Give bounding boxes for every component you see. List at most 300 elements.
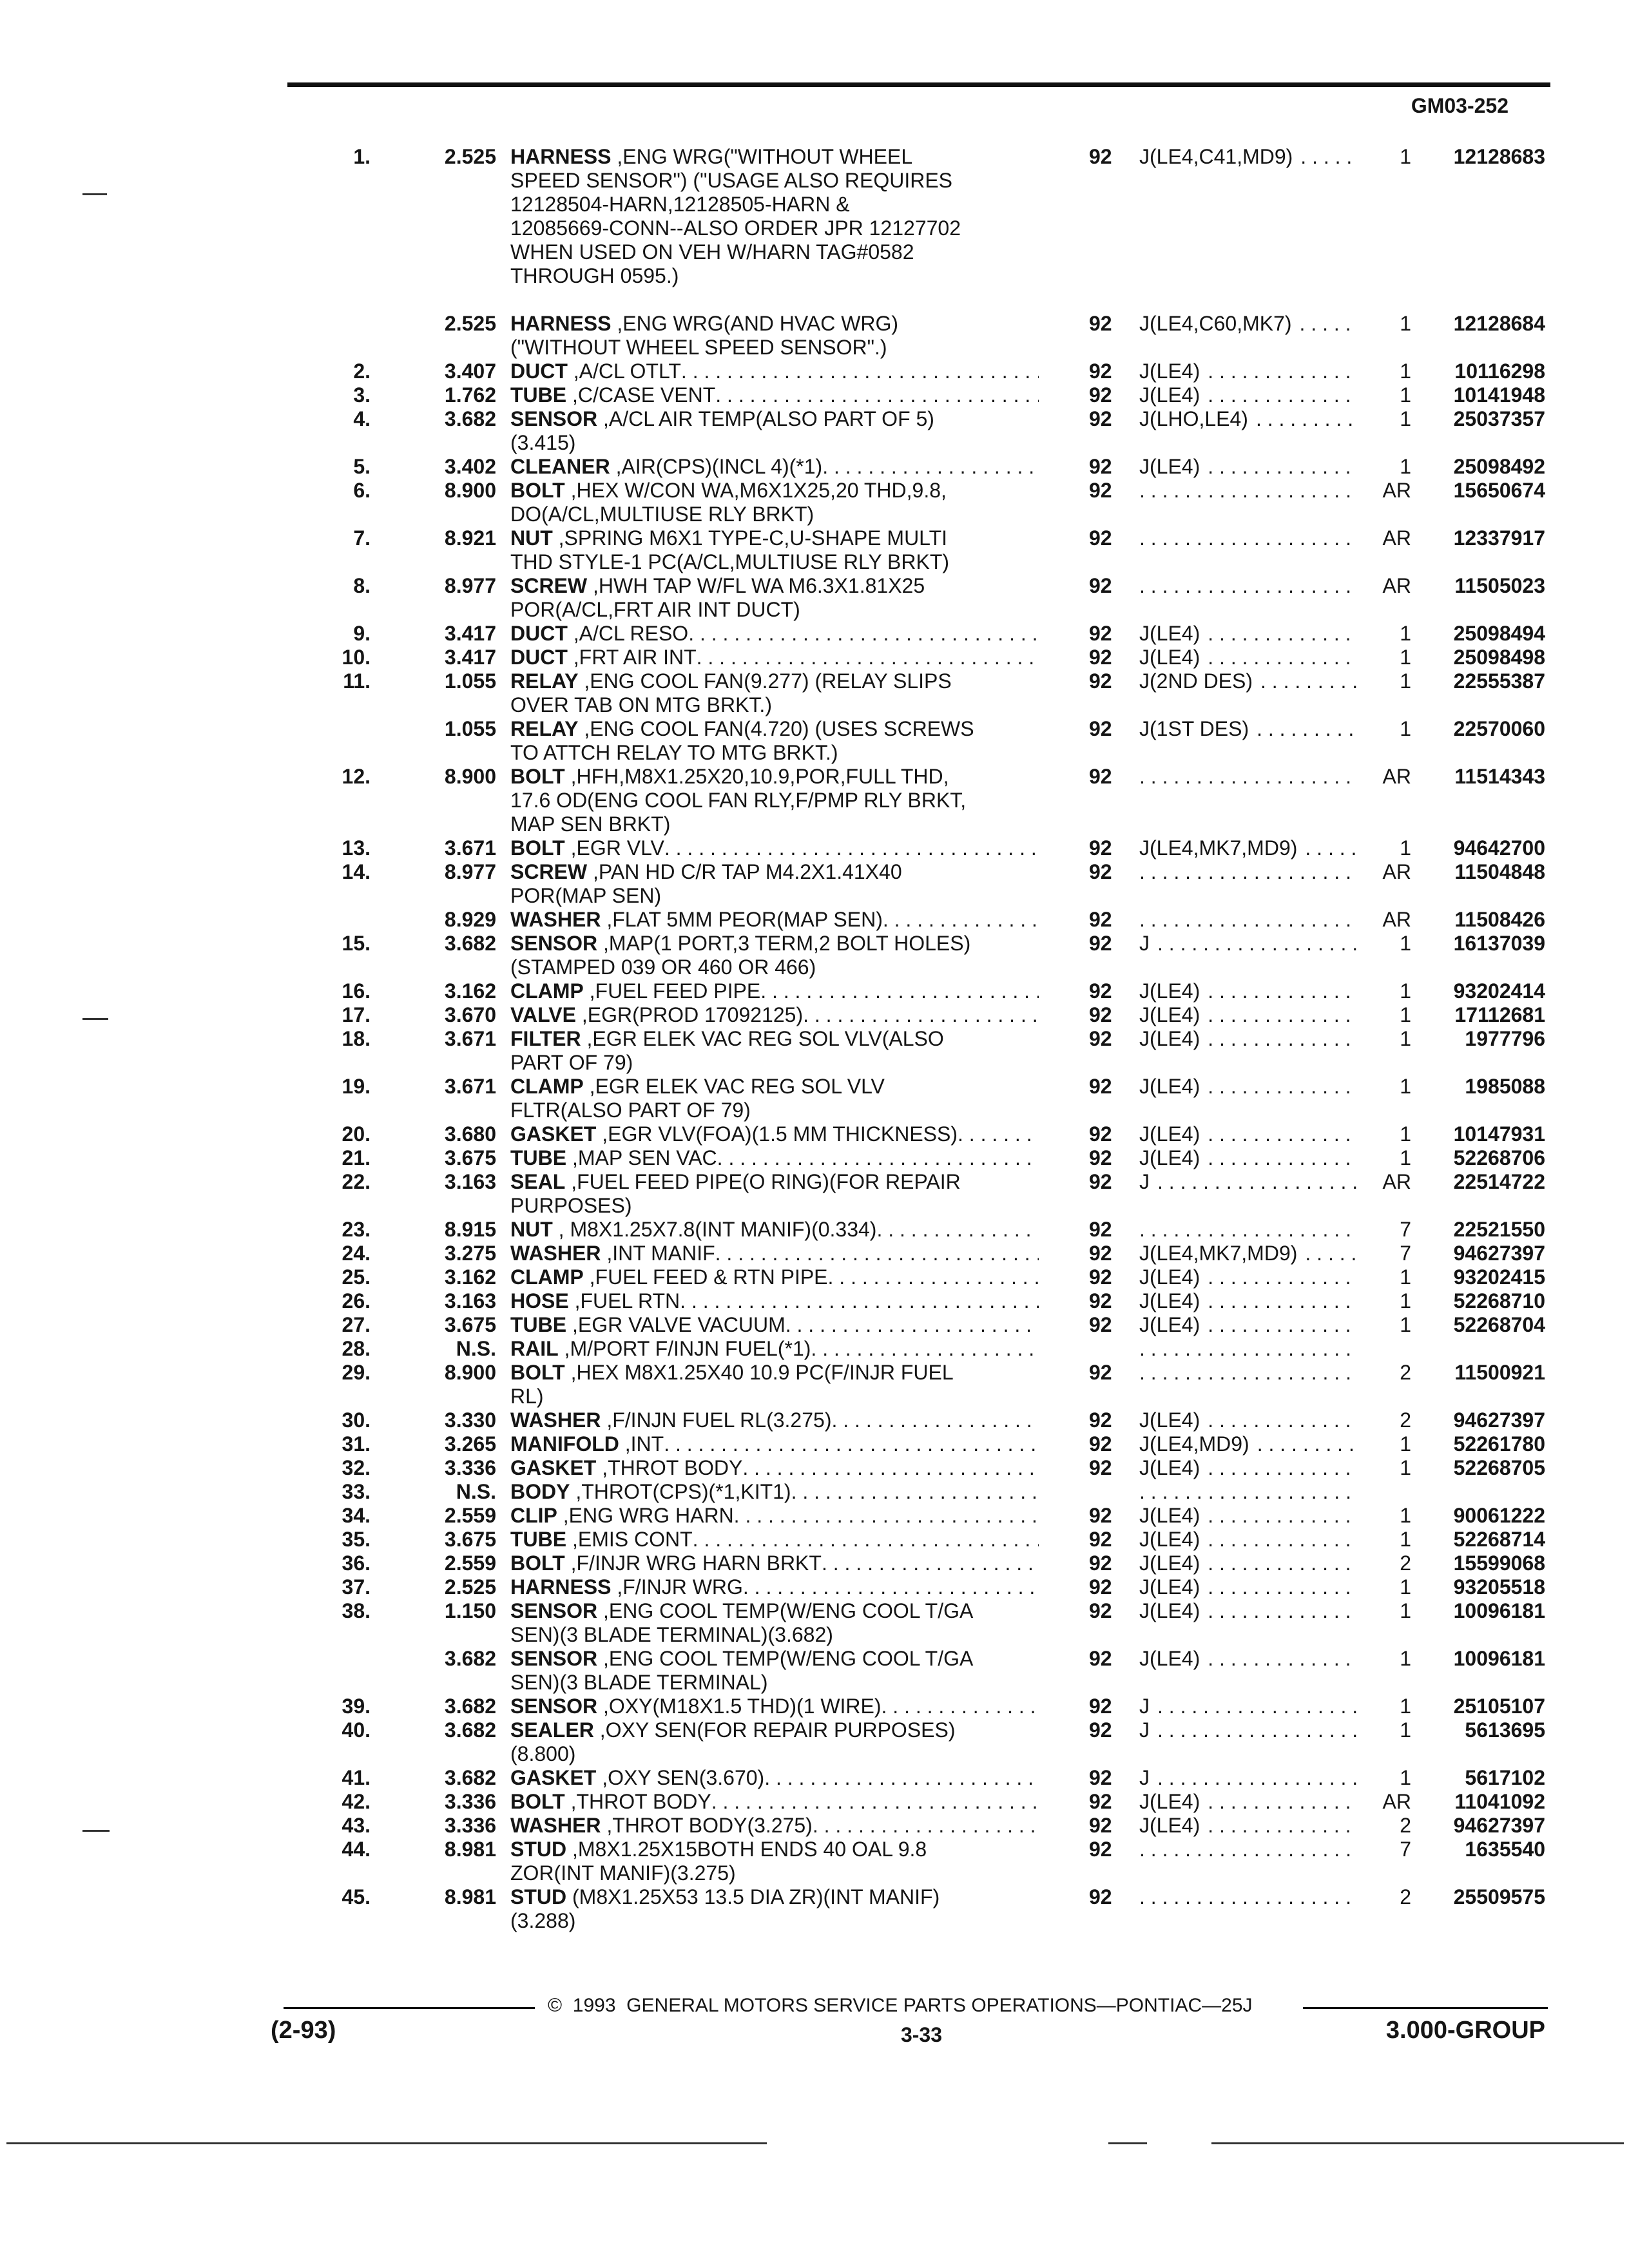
leader-dots — [1200, 1504, 1358, 1528]
part-detail: ,FUEL FEED & RTN PIPE — [583, 1265, 828, 1289]
margin-mark — [82, 193, 107, 195]
application-code: J(LE4,C41,MD9) — [1139, 145, 1293, 168]
part-entry — [0, 1504, 1629, 1528]
part-detail: ,THROT(CPS)(*1,KIT1) — [570, 1480, 791, 1503]
quantity: 1 — [1400, 1695, 1411, 1718]
part-number: 16137039 — [1453, 932, 1545, 955]
part-description — [510, 1790, 1039, 1814]
application-code: J(LE4) — [1139, 1122, 1200, 1146]
group-number: 1.055 — [444, 669, 496, 693]
leader-dots — [697, 646, 1039, 669]
model-year: 92 — [1089, 455, 1112, 478]
leader-dots — [711, 1790, 1039, 1814]
leader-dots — [811, 1337, 1039, 1361]
leader-dots — [882, 1695, 1039, 1718]
part-detail: ,ENG WRG(AND HVAC WRG) — [611, 312, 899, 335]
quantity: 1 — [1400, 360, 1411, 383]
item-number: 23. — [342, 1218, 371, 1241]
group-number: 3.275 — [444, 1242, 496, 1265]
group-number: 3.417 — [444, 646, 496, 669]
part-detail: ,A/CL OTLT — [567, 360, 681, 383]
quantity: 1 — [1400, 1289, 1411, 1312]
part-detail: ,A/CL RESO — [567, 622, 689, 645]
model-year: 92 — [1089, 1814, 1112, 1837]
group-number: 1.762 — [444, 383, 496, 407]
application-code: J(LE4) — [1139, 383, 1200, 407]
part-name: SCREW — [510, 860, 588, 883]
group-number: 3.682 — [444, 407, 496, 430]
application-code: J(LE4) — [1139, 1313, 1200, 1336]
quantity: 1 — [1400, 1075, 1411, 1098]
application — [1139, 1528, 1358, 1552]
quantity: AR — [1382, 574, 1411, 597]
application — [1139, 1790, 1358, 1814]
group-number: N.S. — [456, 1337, 496, 1360]
quantity: 1 — [1400, 1528, 1411, 1551]
model-year: 92 — [1089, 1790, 1112, 1813]
part-detail: ,ENG COOL TEMP(W/ENG COOL T/GA — [597, 1599, 974, 1622]
leader-dots — [1248, 407, 1358, 431]
part-description — [510, 1456, 1039, 1480]
group-number: 8.921 — [444, 526, 496, 550]
part-number: 25105107 — [1453, 1695, 1545, 1718]
quantity: 1 — [1400, 622, 1411, 645]
part-detail: (M8X1.25X53 13.5 DIA ZR)(INT MANIF) — [566, 1885, 940, 1908]
part-detail: ,M8X1.25X15BOTH ENDS 40 OAL 9.8 — [566, 1838, 927, 1861]
part-description — [510, 1265, 1039, 1289]
part-description — [510, 1575, 1039, 1599]
quantity: 2 — [1400, 1814, 1411, 1837]
part-name: SENSOR — [510, 1599, 598, 1622]
quantity: 1 — [1400, 312, 1411, 335]
part-detail: ,EGR ELEK VAC REG SOL VLV(ALSO — [581, 1027, 944, 1050]
model-year: 92 — [1089, 312, 1112, 335]
model-year: 92 — [1089, 646, 1112, 669]
part-detail: ,FUEL RTN — [568, 1289, 680, 1312]
leader-dots — [734, 1504, 1039, 1528]
part-name: CLAMP — [510, 1075, 584, 1098]
part-entry — [0, 669, 1629, 717]
part-entry — [0, 574, 1629, 622]
leader-dots — [1200, 1289, 1358, 1313]
leader-dots — [958, 1122, 1039, 1146]
part-number: 94627397 — [1453, 1814, 1545, 1837]
leader-dots — [822, 1552, 1039, 1575]
part-name: SENSOR — [510, 1647, 598, 1670]
application — [1139, 908, 1358, 932]
part-number: 11500921 — [1454, 1361, 1545, 1384]
application-code: J(LE4) — [1139, 1456, 1200, 1479]
part-name: BODY — [510, 1480, 570, 1503]
model-year: 92 — [1089, 1122, 1112, 1146]
leader-dots — [664, 836, 1039, 860]
part-description — [510, 1552, 1039, 1575]
part-number: 25098498 — [1453, 646, 1545, 669]
part-description — [510, 1647, 1039, 1695]
quantity: 1 — [1400, 979, 1411, 1003]
application — [1139, 145, 1358, 169]
application — [1139, 1695, 1358, 1718]
description-continuation: RL) — [510, 1385, 544, 1408]
model-year: 92 — [1089, 1695, 1112, 1718]
quantity: 2 — [1400, 1885, 1411, 1908]
part-number: 12128683 — [1453, 145, 1545, 168]
application — [1139, 1003, 1358, 1027]
leader-dots — [1200, 455, 1358, 479]
group-number: 2.559 — [444, 1504, 496, 1527]
item-number: 18. — [342, 1027, 371, 1050]
item-number: 15. — [342, 932, 371, 955]
application — [1139, 1552, 1358, 1575]
part-detail: ,EGR(PROD 17092125) — [575, 1003, 804, 1026]
item-number: 9. — [353, 622, 371, 645]
part-description — [510, 765, 1039, 836]
group-number: 2.525 — [444, 1575, 496, 1599]
model-year: 92 — [1089, 1718, 1112, 1742]
leader-dots — [1200, 1456, 1358, 1480]
part-description — [510, 836, 1039, 860]
item-number: 39. — [342, 1695, 371, 1718]
part-name: SENSOR — [510, 1695, 598, 1718]
part-name: HOSE — [510, 1289, 569, 1312]
quantity: 1 — [1400, 1575, 1411, 1599]
part-name: WASHER — [510, 1242, 601, 1265]
application — [1139, 1575, 1358, 1599]
part-name: WASHER — [510, 1814, 601, 1837]
application-code: J(1ST DES) — [1139, 717, 1249, 740]
quantity: 7 — [1400, 1838, 1411, 1861]
application — [1139, 1408, 1358, 1432]
group-number: 3.407 — [444, 360, 496, 383]
part-entry — [0, 383, 1629, 407]
part-description — [510, 1480, 1039, 1504]
leader-dots — [1139, 1218, 1358, 1242]
part-name: SENSOR — [510, 932, 598, 955]
leader-dots — [1249, 1432, 1358, 1456]
model-year: 92 — [1089, 1408, 1112, 1432]
application-code: J(LE4) — [1139, 1265, 1200, 1289]
application-code: J — [1139, 1766, 1150, 1789]
model-year: 92 — [1089, 622, 1112, 645]
part-number: 52268704 — [1453, 1313, 1545, 1336]
application — [1139, 1218, 1358, 1242]
part-description — [510, 1075, 1039, 1122]
part-description — [510, 145, 1039, 288]
item-number: 17. — [342, 1003, 371, 1026]
leader-dots — [1200, 1003, 1358, 1027]
part-entry — [0, 765, 1629, 836]
group-number: 3.330 — [444, 1408, 496, 1432]
item-number: 16. — [342, 979, 371, 1003]
group-number: 3.682 — [444, 932, 496, 955]
part-entry — [0, 1289, 1629, 1313]
part-number: 12337917 — [1453, 526, 1545, 550]
leader-dots — [664, 1432, 1039, 1456]
part-name: HARNESS — [510, 145, 612, 168]
leader-dots — [1139, 908, 1358, 932]
model-year: 92 — [1089, 1838, 1112, 1861]
quantity: 1 — [1400, 407, 1411, 430]
application-code: J(LE4) — [1139, 1575, 1200, 1599]
model-year: 92 — [1089, 908, 1112, 931]
part-detail: ,A/CL AIR TEMP(ALSO PART OF 5) — [597, 407, 934, 430]
part-detail: ,HWH TAP W/FL WA M6.3X1.81X25 — [587, 574, 925, 597]
part-entry — [0, 1838, 1629, 1885]
part-detail: ,M/PORT F/INJN FUEL(*1) — [558, 1337, 811, 1360]
quantity: 1 — [1400, 1122, 1411, 1146]
application-code: J(LE4,C60,MK7) — [1139, 312, 1292, 335]
model-year: 92 — [1089, 1265, 1112, 1289]
application-code: J — [1139, 1170, 1150, 1193]
part-entry — [0, 1337, 1629, 1361]
item-number: 41. — [342, 1766, 371, 1789]
description-continuation: (STAMPED 039 OR 460 OR 466) — [510, 956, 816, 979]
part-number: 25098492 — [1453, 455, 1545, 478]
leader-dots — [1200, 1647, 1358, 1671]
group-number: 3.682 — [444, 1718, 496, 1742]
part-number: 10147931 — [1453, 1122, 1545, 1146]
part-description — [510, 1027, 1039, 1075]
part-number: 52268710 — [1453, 1289, 1545, 1312]
leader-dots — [1139, 860, 1358, 884]
part-entry — [0, 1122, 1629, 1146]
item-number: 37. — [342, 1575, 371, 1599]
part-name: CLAMP — [510, 979, 584, 1003]
part-description — [510, 1313, 1039, 1337]
part-name: SCREW — [510, 574, 588, 597]
part-name: HARNESS — [510, 312, 612, 335]
description-continuation: TO ATTCH RELAY TO MTG BRKT.) — [510, 741, 838, 764]
leader-dots — [791, 1480, 1039, 1504]
part-description — [510, 1337, 1039, 1361]
item-number: 10. — [342, 646, 371, 669]
part-detail: ,THROT BODY — [564, 1790, 711, 1813]
group-number: 3.671 — [444, 1027, 496, 1050]
part-entry — [0, 1218, 1629, 1242]
quantity: 1 — [1400, 836, 1411, 860]
part-name: DUCT — [510, 646, 568, 669]
leader-dots — [1200, 979, 1358, 1003]
bottom-rule-right — [1211, 2142, 1624, 2144]
group-number: 3.675 — [444, 1146, 496, 1169]
quantity: 1 — [1400, 1003, 1411, 1026]
model-year: 92 — [1089, 574, 1112, 597]
part-number: 25509575 — [1453, 1885, 1545, 1908]
description-continuation: (3.288) — [510, 1909, 576, 1932]
quantity: 1 — [1400, 1027, 1411, 1050]
part-name: VALVE — [510, 1003, 576, 1026]
quantity: 1 — [1400, 1313, 1411, 1336]
quantity: AR — [1382, 526, 1411, 550]
quantity: AR — [1382, 479, 1411, 502]
item-number: 30. — [342, 1408, 371, 1432]
footer-rule-right — [1303, 2007, 1548, 2009]
group-number: 8.915 — [444, 1218, 496, 1241]
item-number: 35. — [342, 1528, 371, 1551]
part-detail: ,ENG WRG HARN — [557, 1504, 734, 1527]
application — [1139, 1289, 1358, 1313]
part-number: 11504848 — [1454, 860, 1545, 883]
model-year: 92 — [1089, 1075, 1112, 1098]
quantity: 2 — [1400, 1552, 1411, 1575]
group-number: 3.336 — [444, 1790, 496, 1813]
description-continuation: SEN)(3 BLADE TERMINAL)(3.682) — [510, 1623, 833, 1646]
part-description — [510, 1218, 1039, 1242]
leader-dots — [831, 1408, 1039, 1432]
application-code: J(LE4) — [1139, 1289, 1200, 1312]
item-number: 27. — [342, 1313, 371, 1336]
part-name: BOLT — [510, 1361, 565, 1384]
leader-dots — [1139, 1838, 1358, 1861]
leader-dots — [1293, 145, 1358, 169]
leader-dots — [743, 1575, 1039, 1599]
part-entry — [0, 1408, 1629, 1432]
part-description — [510, 574, 1039, 622]
leader-dots — [715, 1242, 1039, 1265]
application-code: J(LE4) — [1139, 1027, 1200, 1050]
leader-dots — [1249, 717, 1358, 741]
part-entry — [0, 1528, 1629, 1552]
part-entry — [0, 1814, 1629, 1838]
part-number: 90061222 — [1453, 1504, 1545, 1527]
quantity: 1 — [1400, 646, 1411, 669]
group-number: 8.900 — [444, 765, 496, 788]
part-detail: ,C/CASE VENT — [566, 383, 716, 407]
application-code: J(LE4,MK7,MD9) — [1139, 1242, 1298, 1265]
part-description — [510, 1361, 1039, 1408]
part-name: GASKET — [510, 1766, 597, 1789]
application — [1139, 574, 1358, 598]
application — [1139, 1599, 1358, 1623]
application — [1139, 932, 1358, 956]
part-description — [510, 1766, 1039, 1790]
part-entry — [0, 1170, 1629, 1218]
item-number: 26. — [342, 1289, 371, 1312]
model-year: 92 — [1089, 1528, 1112, 1551]
leader-dots — [876, 1218, 1039, 1242]
part-number: 94627397 — [1453, 1408, 1545, 1432]
group-number: 3.671 — [444, 1075, 496, 1098]
part-name: STUD — [510, 1885, 567, 1908]
item-number: 1. — [353, 145, 371, 168]
part-number: 93202414 — [1453, 979, 1545, 1003]
application — [1139, 1647, 1358, 1671]
part-detail: ,F/INJR WRG — [611, 1575, 743, 1599]
part-description — [510, 312, 1039, 360]
model-year: 92 — [1089, 717, 1112, 740]
item-number: 2. — [353, 360, 371, 383]
document-code: GM03-252 — [1411, 94, 1509, 117]
part-entry — [0, 360, 1629, 383]
part-number: 22514722 — [1453, 1170, 1545, 1193]
part-detail: ,EMIS CONT — [566, 1528, 693, 1551]
quantity: 7 — [1400, 1242, 1411, 1265]
part-detail: ,EGR VLV — [564, 836, 664, 860]
part-entry — [0, 836, 1629, 860]
part-number: 52261780 — [1453, 1432, 1545, 1456]
leader-dots — [883, 908, 1039, 932]
quantity: AR — [1382, 1790, 1411, 1813]
group-number: 8.929 — [444, 908, 496, 931]
part-entry — [0, 1003, 1629, 1027]
application — [1139, 717, 1358, 741]
application — [1139, 383, 1358, 407]
leader-dots — [786, 1313, 1039, 1337]
part-detail: ,ENG COOL TEMP(W/ENG COOL T/GA — [597, 1647, 974, 1670]
part-detail: ,EGR VALVE VACUUM — [566, 1313, 786, 1336]
application-code: J(LE4) — [1139, 1599, 1200, 1622]
quantity: 1 — [1400, 1647, 1411, 1670]
part-name: DUCT — [510, 622, 568, 645]
application-code: J(LE4) — [1139, 622, 1200, 645]
quantity: 1 — [1400, 145, 1411, 168]
part-description — [510, 1885, 1039, 1933]
leader-dots — [1200, 622, 1358, 646]
part-description — [510, 526, 1039, 574]
leader-dots — [1292, 312, 1358, 336]
model-year: 92 — [1089, 979, 1112, 1003]
part-name: GASKET — [510, 1456, 597, 1479]
quantity: 1 — [1400, 1504, 1411, 1527]
part-description — [510, 479, 1039, 526]
application — [1139, 1122, 1358, 1146]
application-code: J(LE4) — [1139, 1647, 1200, 1670]
item-number: 28. — [342, 1337, 371, 1360]
description-continuation: DO(A/CL,MULTIUSE RLY BRKT) — [510, 503, 815, 526]
part-entry — [0, 1242, 1629, 1265]
group-number: 1.150 — [444, 1599, 496, 1622]
part-name: SEAL — [510, 1170, 566, 1193]
part-detail: ,INT — [619, 1432, 664, 1456]
leader-dots — [1139, 574, 1358, 598]
application — [1139, 1027, 1358, 1051]
group-number: 8.981 — [444, 1885, 496, 1908]
group-number: 3.675 — [444, 1313, 496, 1336]
item-number: 4. — [353, 407, 371, 430]
item-number: 25. — [342, 1265, 371, 1289]
leader-dots — [1139, 526, 1358, 550]
part-entry — [0, 1313, 1629, 1337]
part-entry — [0, 1647, 1629, 1695]
item-number: 24. — [342, 1242, 371, 1265]
application — [1139, 1504, 1358, 1528]
application — [1139, 979, 1358, 1003]
part-detail: ,ENG WRG("WITHOUT WHEEL — [611, 145, 913, 168]
leader-dots — [1150, 1718, 1358, 1742]
quantity: AR — [1382, 765, 1411, 788]
part-number: 52268706 — [1453, 1146, 1545, 1169]
part-name: BOLT — [510, 836, 565, 860]
part-description — [510, 1289, 1039, 1313]
part-name: RELAY — [510, 717, 579, 740]
part-number: 94627397 — [1453, 1242, 1545, 1265]
part-number: 25098494 — [1453, 622, 1545, 645]
part-description — [510, 908, 1039, 932]
part-detail: ,F/INJN FUEL RL(3.275) — [601, 1408, 832, 1432]
leader-dots — [1150, 1170, 1358, 1194]
leader-dots — [1150, 932, 1358, 956]
application-code: J(LE4) — [1139, 1790, 1200, 1813]
part-name: MANIFOLD — [510, 1432, 619, 1456]
leader-dots — [1200, 1265, 1358, 1289]
part-description — [510, 1504, 1039, 1528]
quantity: 1 — [1400, 669, 1411, 693]
part-entry — [0, 1075, 1629, 1122]
part-number: 94642700 — [1453, 836, 1545, 860]
model-year: 92 — [1089, 836, 1112, 860]
quantity: 1 — [1400, 1599, 1411, 1622]
part-detail: , M8X1.25X7.8(INT MANIF)(0.334) — [552, 1218, 877, 1241]
